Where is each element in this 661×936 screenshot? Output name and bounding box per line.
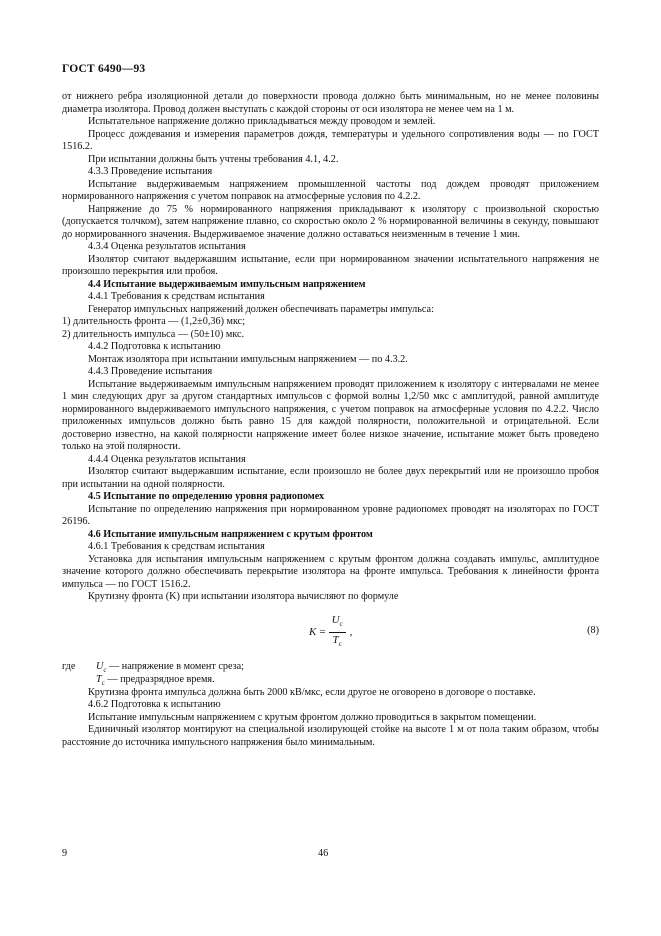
paragraph: Изолятор считают выдержавшим испытание, если при нормированном значении испытательного напряжения не произошло перекрытия или пробоя. xyxy=(62,253,599,277)
symbol-subscript: c xyxy=(101,678,105,687)
paragraph: Испытание выдерживаемым импульсным напряжением проводят приложением к изолятору с интервалами не менее 1 мин следующих друг за другом стандартных импульсов с формой волны 1,2/50 мкс с амплитудой, равной амплитуде нормированного выдерживаемого импульсного напряжения, с учетом поправок на атмосферные условия по 4.2.2. Число приложенных импульсов должно быть равно 15 для каждой полярности, положительной и отрицательной. Если достоверно известно, на какой полярности напряжение имеет более низкое значение, испытание может быть проведено только на этой полярности. xyxy=(62,378,599,452)
standard-header: ГОСТ 6490—93 xyxy=(62,63,146,75)
subsection-heading: 4.6.2 Подготовка к испытанию xyxy=(88,699,221,710)
paragraph: При испытании должны быть учтены требования 4.1, 4.2. xyxy=(88,153,339,165)
page-number: 46 xyxy=(318,848,329,859)
numerator-subscript: c xyxy=(339,620,343,628)
formula-denominator xyxy=(329,633,344,651)
denominator-symbol: T xyxy=(332,634,339,646)
formula-numerator xyxy=(329,614,346,633)
paragraph: Установка для испытания импульсным напряжением с крутым фронтом должна создавать импульс, амплитудное значение которого должно обеспечивать перекрытие изолятора на фронте импульса. Требования к линейности фронта импульса — по ГОСТ 1516.2. xyxy=(62,553,599,590)
symbol: U xyxy=(96,660,104,672)
subsection-heading: 4.4.4 Оценка результатов испытания xyxy=(88,453,246,465)
page-footer-left: 9 xyxy=(62,848,68,859)
list-item: 1) длительность фронта — (1,2±0,36) мкс; xyxy=(62,316,246,327)
subsection-heading: 4.4.1 Требования к средствам испытания xyxy=(88,291,265,302)
formula-fraction xyxy=(329,614,346,651)
where-definition xyxy=(96,674,215,690)
paragraph: Единичный изолятор монтируют на специальной изолирующей стойке на высоте 1 м от пола таким образом, чтобы расстояние до источника импульсного напряжения было минимальным. xyxy=(62,724,599,748)
formula-lhs: K xyxy=(309,626,317,639)
body-text xyxy=(62,91,599,749)
formula-expression xyxy=(309,612,352,654)
paragraph: Испытание по определению напряжения при нормированном уровне радиопомех проводят на изоляторах по ГОСТ 26196. xyxy=(62,503,599,527)
paragraph: Монтаж изолятора при испытании импульсным напряжением — по 4.3.2. xyxy=(88,353,408,365)
where-line-1 xyxy=(62,661,599,674)
paragraph: Процесс дождевания и измерения параметров дождя, температуры и удельного сопротивления воды — по ГОСТ 1516.2. xyxy=(62,128,599,152)
section-heading: 4.5 Испытание по определению уровня радиопомех xyxy=(88,491,325,502)
paragraph: Генератор импульсных напряжений должен обеспечивать параметры импульса: xyxy=(88,303,434,315)
formula-comma: , xyxy=(349,626,353,639)
denominator-subscript: c xyxy=(338,640,342,649)
subsection-heading: 4.4.3 Проведение испытания xyxy=(88,366,213,377)
subsection-heading: 4.3.4 Оценка результатов испытания xyxy=(88,241,246,252)
paragraph: Испытание импульсным напряжением с крутым фронтом должно проводиться в закрытом помещении. xyxy=(88,711,537,723)
formula-number: (8) xyxy=(587,624,599,636)
definition-text: — предразрядное время. xyxy=(104,673,215,685)
symbol: T xyxy=(96,673,102,685)
where-label: где xyxy=(62,660,76,672)
where-line-2 xyxy=(62,674,599,687)
paragraph: Испытательное напряжение должно прикладываться между проводом и землей. xyxy=(88,116,436,127)
subsection-heading: 4.6.1 Требования к средствам испытания xyxy=(88,541,265,552)
section-heading: 4.6 Испытание импульсным напряжением с крутым фронтом xyxy=(88,528,373,540)
section-heading: 4.4 Испытание выдерживаемым импульсным напряжением xyxy=(88,278,366,290)
paragraph: от нижнего ребра изоляционной детали до поверхности провода должно быть минимальным, но не менее половины диаметра изолятора. Провод должен выступать с каждой стороны от оси изолятора не менее чем на 1 м. xyxy=(62,91,599,115)
subsection-heading: 4.3.3 Проведение испытания xyxy=(88,166,213,177)
numerator-symbol: U xyxy=(331,613,340,626)
paragraph: Испытание выдерживаемым напряжением промышленной частоты под дождем проводят приложением нормированного напряжения с учетом поправок на атмосферные условия по 4.2.2. xyxy=(62,178,599,202)
subsection-heading: 4.4.2 Подготовка к испытанию xyxy=(88,341,221,352)
paragraph: Напряжение до 75 % нормированного напряжения прикладывают к изолятору с произвольной скоростью (допускается толчком), затем напряжение плавно, со скоростью около 2 % нормированной величины в секунду, повышают до нормированного значения. Выдерживаемое значение должно оставаться неизменным в течение 1 мин. xyxy=(62,203,599,240)
formula-equals: = xyxy=(319,626,326,639)
symbol-subscript: c xyxy=(103,665,107,674)
paragraph: Крутизна фронта импульса должна быть 2000 кВ/мкс, если другое не оговорено в договоре о поставке. xyxy=(88,686,536,698)
paragraph: Крутизну фронта (K) при испытании изолятора вычисляют по формуле xyxy=(88,591,399,602)
formula-8 xyxy=(62,610,599,658)
paragraph: Изолятор считают выдержавшим испытание, если произошло не более двух перекрытий или не произошло пробоя при испытании на одной полярности. xyxy=(62,466,599,490)
list-item: 2) длительность импульса — (50±10) мкс. xyxy=(62,328,245,340)
definition-text: — напряжение в момент среза; xyxy=(106,660,244,672)
